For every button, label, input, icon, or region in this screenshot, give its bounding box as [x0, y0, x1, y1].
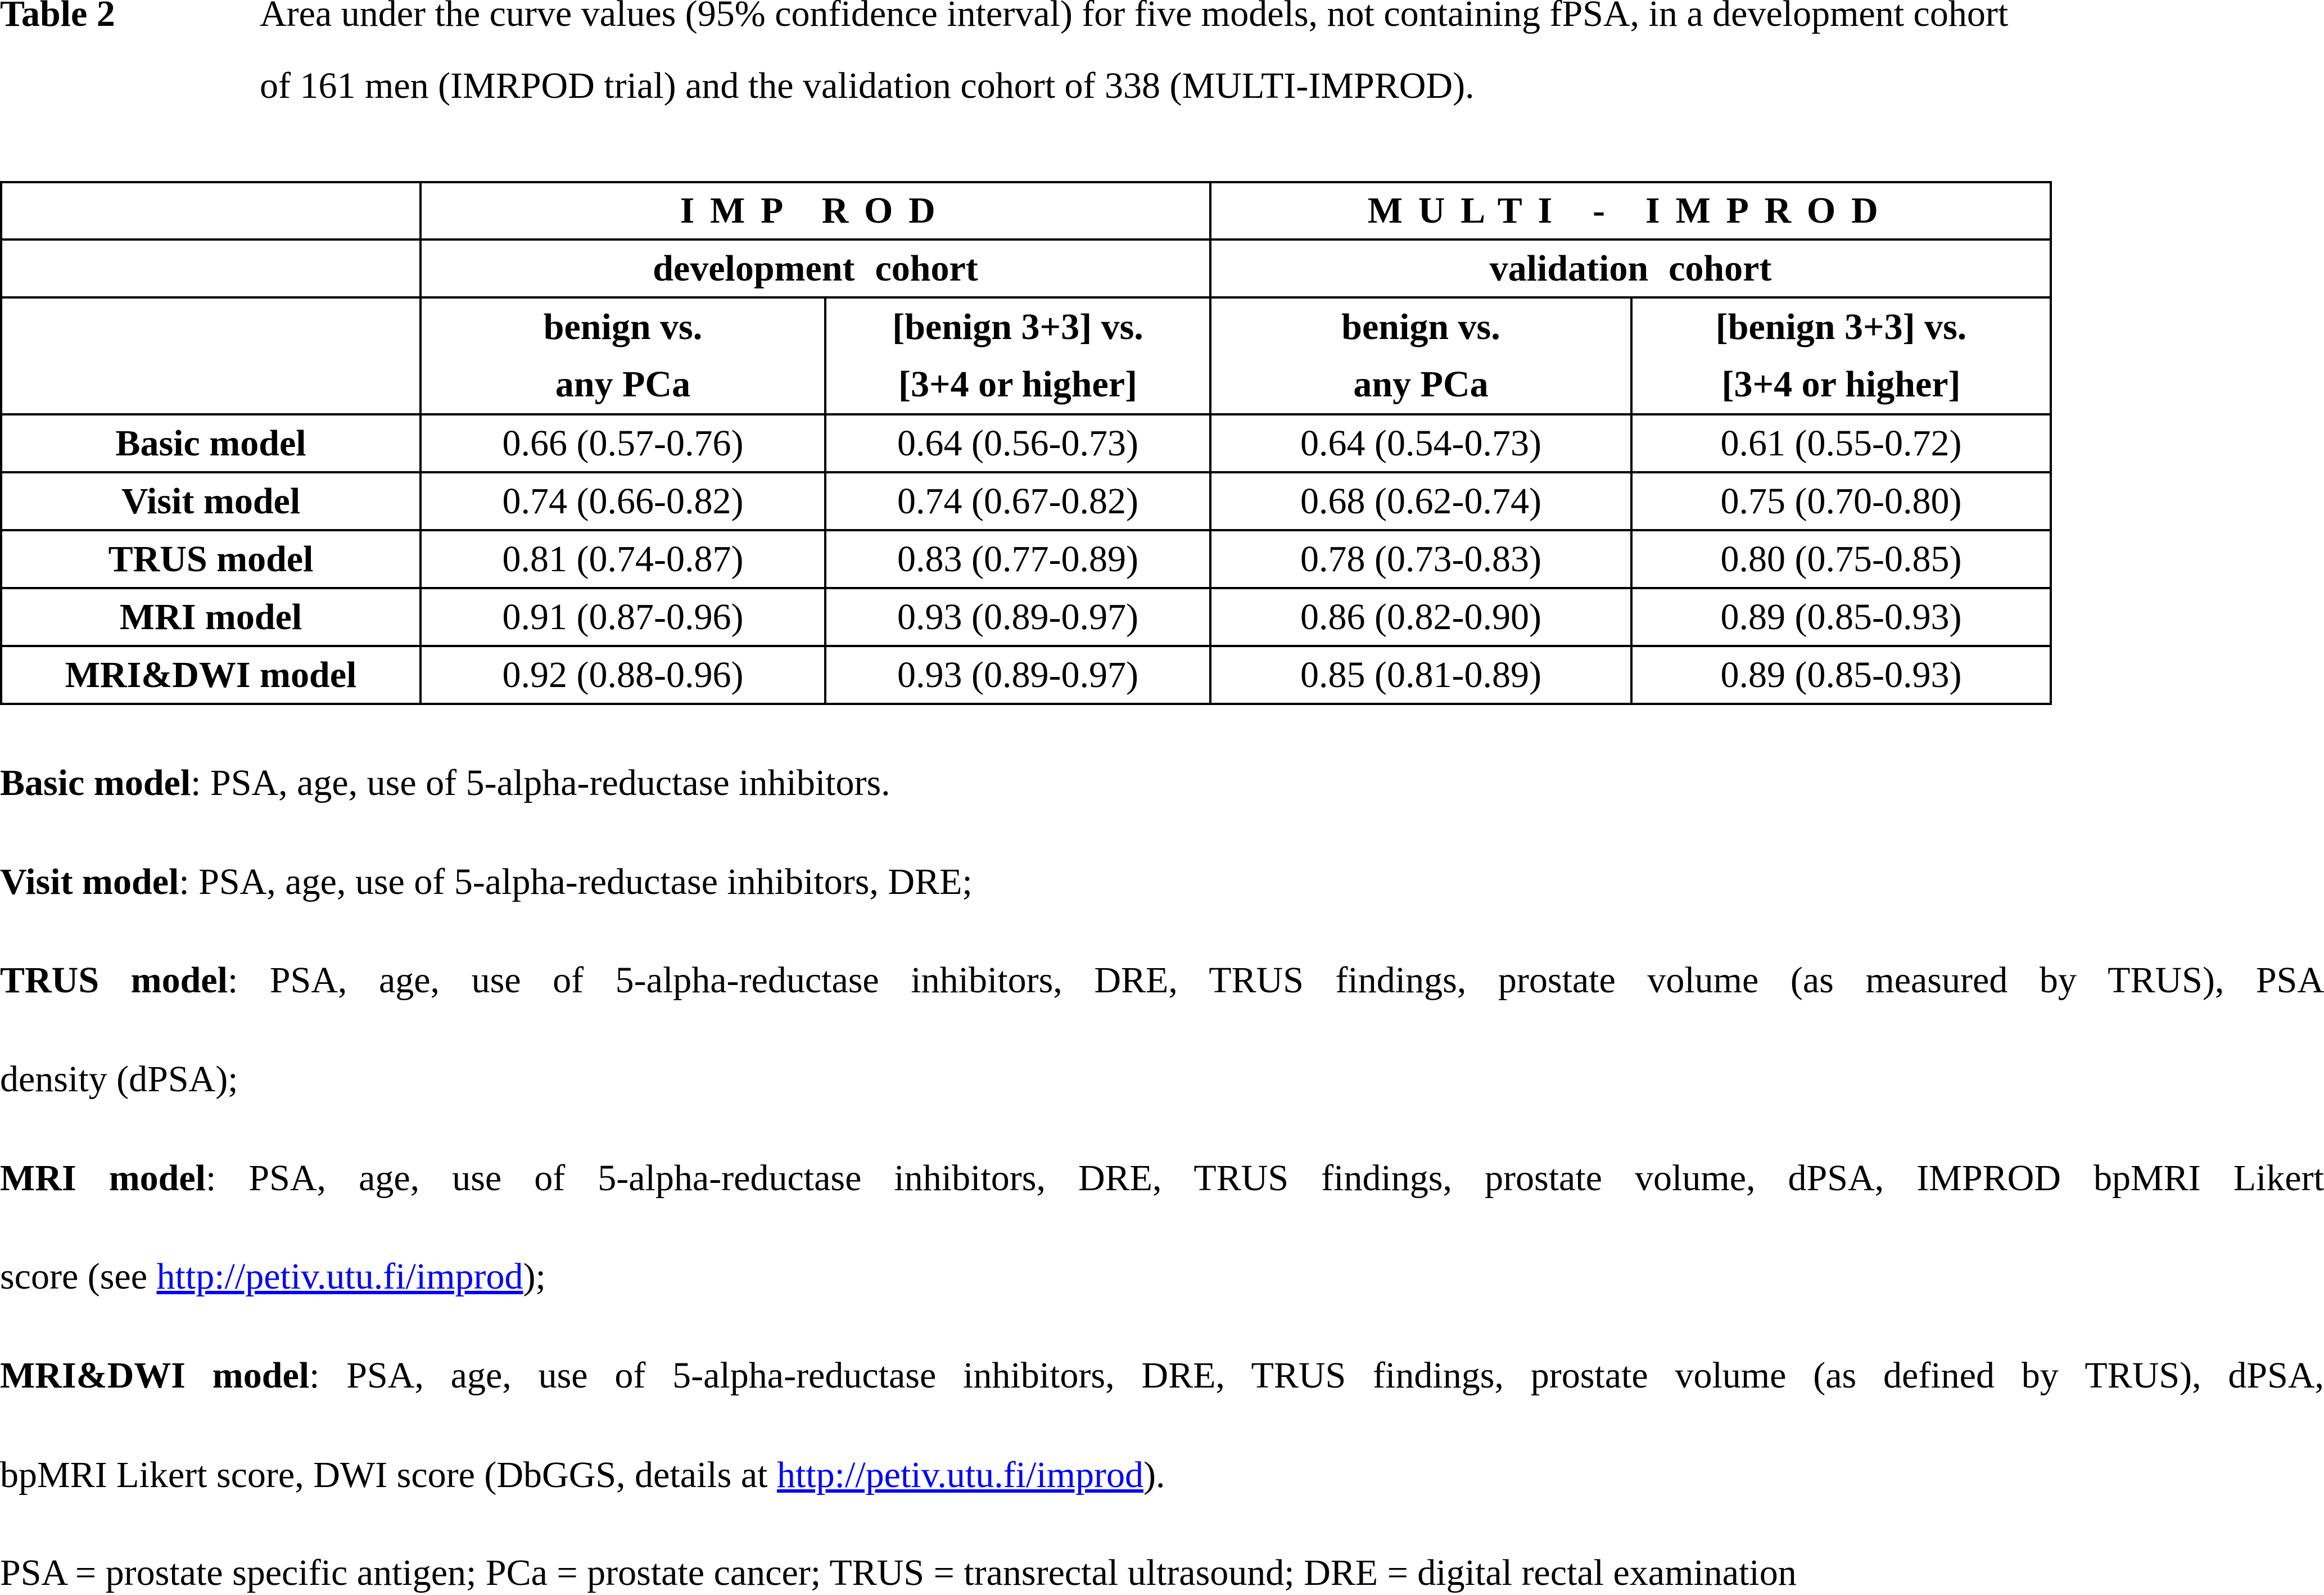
table-row — [1, 646, 2051, 704]
comparison-header — [825, 297, 1210, 414]
cohort-word: validation — [1489, 247, 1649, 289]
footnote-label: MRI model — [0, 1158, 206, 1199]
table-row — [1, 588, 2051, 646]
table-row — [1, 414, 2051, 472]
improd-details-link[interactable]: http://petiv.utu.fi/improd — [776, 1454, 1143, 1495]
auc-cell: 0.93 (0.89-0.97) — [825, 646, 1210, 704]
cohort-word: cohort — [875, 247, 978, 289]
auc-cell: 0.66 (0.57-0.76) — [421, 414, 825, 472]
auc-cell: 0.68 (0.62-0.74) — [1210, 472, 1631, 530]
auc-cell: 0.61 (0.55-0.72) — [1631, 414, 2051, 472]
auc-cell: 0.92 (0.88-0.96) — [421, 646, 825, 704]
auc-cell: 0.80 (0.75-0.85) — [1631, 530, 2051, 588]
comparison-line: benign vs. — [543, 306, 703, 347]
cohort-word: development — [653, 247, 855, 289]
auc-cell: 0.64 (0.54-0.73) — [1210, 414, 1631, 472]
header-row-comparisons — [1, 297, 2051, 414]
empty-header-cell — [1, 297, 421, 414]
footnote-trus-model-line-2 — [0, 1061, 238, 1098]
footnote-text: ). — [1143, 1454, 1165, 1495]
footnote-mri-dwi-model-line-1 — [0, 1357, 2324, 1394]
footnote-mri-model-line-1 — [0, 1160, 2324, 1197]
row-header-model: Visit model — [1, 472, 421, 530]
caption-line-2: of 161 men (IMRPOD trial) and the validation cohort of 338 (MULTI-IMPROD). — [260, 65, 1475, 106]
auc-cell: 0.91 (0.87-0.96) — [421, 588, 825, 646]
group-header-improd: IMP ROD — [421, 182, 1210, 240]
comparison-line: benign vs. — [1341, 306, 1500, 347]
comparison-line: any PCa — [1353, 364, 1489, 405]
comparison-line: [benign 3+3] vs. — [1715, 306, 1967, 347]
header-row-groups — [1, 182, 2051, 240]
auc-cell: 0.89 (0.85-0.93) — [1631, 588, 2051, 646]
auc-cell: 0.85 (0.81-0.89) — [1210, 646, 1631, 704]
comparison-line: [3+4 or higher] — [898, 364, 1138, 405]
footnote-basic-model — [0, 762, 890, 803]
comparison-line: any PCa — [555, 364, 691, 405]
cohort-header-development — [421, 240, 1210, 297]
row-header-model: Basic model — [1, 414, 421, 472]
auc-cell: 0.75 (0.70-0.80) — [1631, 472, 2051, 530]
footnote-label: TRUS model — [0, 960, 228, 1001]
footnote-label: Visit model — [0, 861, 179, 902]
table-row — [1, 472, 2051, 530]
cohort-word: cohort — [1669, 247, 1772, 289]
footnote-text: : PSA, age, use of 5-alpha-reductase inhibitors, DRE, TRUS findings, prostate volume, dPSA, IMPROD bpMRI Likert — [206, 1158, 2324, 1199]
footnote-text: ); — [523, 1256, 546, 1297]
auc-cell: 0.83 (0.77-0.89) — [825, 530, 1210, 588]
row-header-model: TRUS model — [1, 530, 421, 588]
footnote-text: bpMRI Likert score, DWI score (DbGGS, details at — [0, 1454, 777, 1495]
table-label: Table 2 — [0, 0, 115, 34]
comparison-header — [1210, 297, 1631, 414]
group-header-multi-improd: MULTI - IMPROD — [1210, 182, 2051, 240]
footnote-mri-model-line-2 — [0, 1258, 546, 1295]
auc-cell: 0.81 (0.74-0.87) — [421, 530, 825, 588]
footnote-text: : PSA, age, use of 5-alpha-reductase inhibitors, DRE; — [179, 861, 973, 902]
empty-header-cell — [1, 182, 421, 240]
footnote-label: Basic model — [0, 762, 191, 803]
auc-cell: 0.78 (0.73-0.83) — [1210, 530, 1631, 588]
header-row-cohorts — [1, 240, 2051, 297]
footnote-label: MRI&DWI model — [0, 1355, 310, 1396]
row-header-model: MRI model — [1, 588, 421, 646]
auc-cell: 0.93 (0.89-0.97) — [825, 588, 1210, 646]
comparison-line: [benign 3+3] vs. — [892, 306, 1143, 347]
row-header-model: MRI&DWI model — [1, 646, 421, 704]
auc-cell: 0.74 (0.66-0.82) — [421, 472, 825, 530]
caption-line-1: Area under the curve values (95% confidence interval) for five models, not containing fPSA, in a development cohort — [260, 0, 2009, 34]
auc-cell: 0.74 (0.67-0.82) — [825, 472, 1210, 530]
comparison-line: [3+4 or higher] — [1721, 364, 1961, 405]
footnote-trus-model-line-1 — [0, 962, 2324, 999]
footnote-text: : PSA, age, use of 5-alpha-reductase inhibitors, DRE, TRUS findings, prostate volume (as measured by TRUS), PSA — [227, 960, 2324, 1001]
footnote-text: : PSA, age, use of 5-alpha-reductase inhibitors. — [191, 762, 890, 803]
auc-table — [0, 181, 2052, 705]
comparison-header — [1631, 297, 2051, 414]
footnote-text: score (see — [0, 1256, 157, 1297]
footnote-mri-dwi-model-line-2 — [0, 1454, 1165, 1495]
footnote-text: : PSA, age, use of 5-alpha-reductase inhibitors, DRE, TRUS findings, prostate volume (as defined by TRUS), dPSA, — [309, 1355, 2324, 1396]
comparison-header — [421, 297, 825, 414]
footnote-abbreviations: PSA = prostate specific antigen; PCa = prostate cancer; TRUS = transrectal ultrasound; DRE = digital rectal examination — [0, 1552, 1797, 1593]
auc-cell: 0.64 (0.56-0.73) — [825, 414, 1210, 472]
improd-link[interactable]: http://petiv.utu.fi/improd — [156, 1256, 523, 1297]
footnote-visit-model — [0, 861, 973, 902]
table-row — [1, 530, 2051, 588]
cohort-header-validation — [1210, 240, 2051, 297]
auc-cell: 0.86 (0.82-0.90) — [1210, 588, 1631, 646]
footnote-text: density (dPSA); — [0, 1059, 238, 1100]
empty-header-cell — [1, 240, 421, 297]
auc-cell: 0.89 (0.85-0.93) — [1631, 646, 2051, 704]
